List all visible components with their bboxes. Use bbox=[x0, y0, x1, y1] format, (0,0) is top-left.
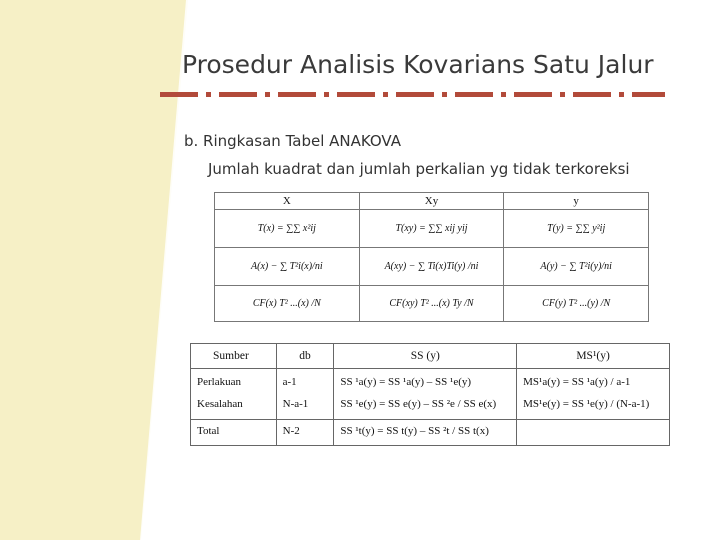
ms-formula: MS¹e(y) = SS ¹e(y) / (N-a-1) bbox=[523, 398, 650, 410]
formula-cell: T(xy) = ∑∑ xij yij bbox=[359, 210, 504, 248]
source-label: Kesalahan bbox=[197, 398, 243, 410]
header-ms: MS¹(y) bbox=[517, 344, 670, 369]
header-db: db bbox=[276, 344, 334, 369]
formula-cell: CF(xy) T² ...(x) Ty /N bbox=[359, 286, 504, 322]
uncorrected-sums-table bbox=[214, 192, 649, 322]
formula-cell: A(xy) − ∑ Ti(x)Ti(y) /ni bbox=[359, 248, 504, 286]
header-source: Sumber bbox=[191, 344, 277, 369]
formula-cell: CF(y) T² ...(y) /N bbox=[504, 286, 649, 322]
slide-title: Prosedur Analisis Kovarians Satu Jalur bbox=[182, 50, 654, 79]
formula-cell: T(x) = ∑∑ x²ij bbox=[215, 210, 360, 248]
db-value: N-2 bbox=[276, 420, 334, 446]
formula-cell: A(x) − ∑ T²i(x)/ni bbox=[215, 248, 360, 286]
ss-formula: SS ¹t(y) = SS t(y) – SS ²t / SS t(x) bbox=[334, 420, 517, 446]
ms-formula bbox=[517, 420, 670, 446]
subtitle-section-b: b. Ringkasan Tabel ANAKOVA bbox=[184, 132, 401, 150]
title-dashed-rule bbox=[160, 92, 665, 97]
db-value: N-a-1 bbox=[282, 398, 309, 410]
table-row bbox=[215, 210, 649, 248]
source-label: Total bbox=[191, 420, 277, 446]
ss-cell bbox=[334, 369, 517, 420]
table-header-row bbox=[215, 193, 649, 210]
formula-cell: T(y) = ∑∑ y²ij bbox=[504, 210, 649, 248]
header-x: X bbox=[215, 193, 360, 210]
table-row bbox=[191, 369, 670, 420]
ss-formula: SS ¹e(y) = SS e(y) – SS ²e / SS e(x) bbox=[340, 398, 497, 410]
subtitle-description: Jumlah kuadrat dan jumlah perkalian yg tidak terkoreksi bbox=[208, 160, 630, 178]
formula-cell: A(y) − ∑ T²i(y)/ni bbox=[504, 248, 649, 286]
header-ss: SS (y) bbox=[334, 344, 517, 369]
db-value: a-1 bbox=[282, 376, 297, 388]
formula-cell: CF(x) T² ...(x) /N bbox=[215, 286, 360, 322]
table-row bbox=[215, 286, 649, 322]
db-cell bbox=[276, 369, 334, 420]
table-row-total bbox=[191, 420, 670, 446]
table-header-row bbox=[191, 344, 670, 369]
table-row bbox=[215, 248, 649, 286]
header-y: y bbox=[504, 193, 649, 210]
ss-formula: SS ¹a(y) = SS ¹a(y) – SS ¹e(y) bbox=[340, 376, 472, 388]
left-decorative-band bbox=[0, 0, 188, 540]
ms-cell bbox=[517, 369, 670, 420]
ms-formula: MS¹a(y) = SS ¹a(y) / a-1 bbox=[523, 376, 631, 388]
header-xy: Xy bbox=[359, 193, 504, 210]
ancova-summary-table bbox=[190, 343, 670, 446]
source-cell bbox=[191, 369, 277, 420]
source-label: Perlakuan bbox=[197, 376, 241, 388]
